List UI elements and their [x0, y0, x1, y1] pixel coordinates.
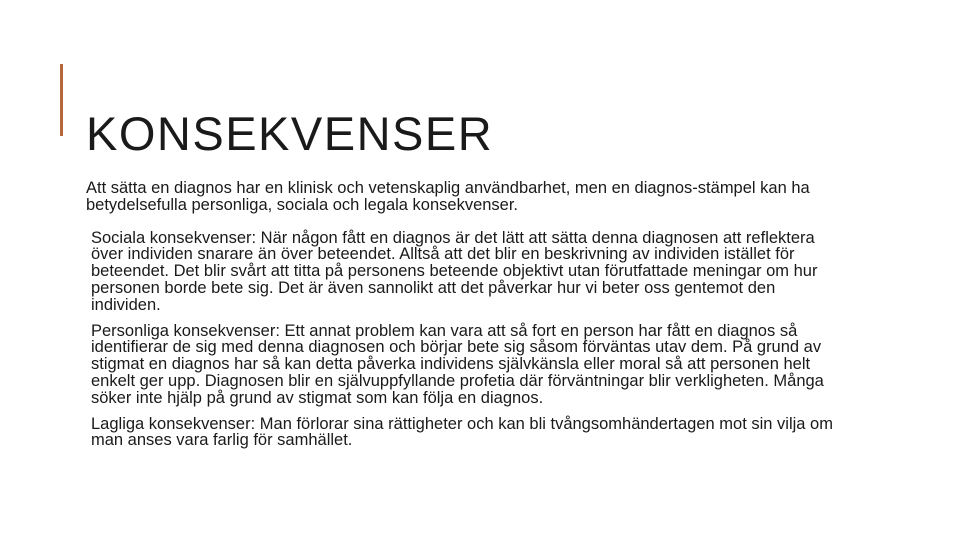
slide-title: KONSEKVENSER: [86, 107, 494, 161]
legal-consequences-paragraph: Lagliga konsekvenser: Man förlorar sina rättigheter och kan bli tvångsomhändertagen mot sin vilja om man anses vara farlig för samhället.: [91, 414, 833, 450]
personal-consequences-paragraph: Personliga konsekvenser: Ett annat problem kan vara att så fort en person har fått en diagnos så identifierar de sig med denna diagnosen och börjar bete sig såsom förväntas utav dem. På grund av stigmat en diagnos har så kan detta påverka individens självkänsla eller moral så att personen helt enkelt ger upp. Diagnosen blir en självuppfyllande profetia där förväntningar blir verkligheten. Många söker inte hjälp på grund av stigmat som kan följa en diagnos.: [91, 321, 824, 407]
slide-body: [86, 180, 846, 458]
title-accent-bar: [60, 64, 63, 136]
social-consequences-paragraph: Sociala konsekvenser: När någon fått en diagnos är det lätt att sätta denna diagnosen att reflektera över individen snarare än över beteendet. Alltså att det blir en beskrivning av individen istället för beteendet. Det blir svårt att titta på personens beteende objektivt utan förutfattade meningar om hur personen borde bete sig. Det är även sannolikt att det påverkar hur vi beter oss gentemot den individen.: [91, 228, 818, 314]
intro-paragraph: Att sätta en diagnos har en klinisk och vetenskaplig användbarhet, men en diagnos-stämpel kan ha betydelsefulla personliga, sociala och legala konsekvenser.: [86, 179, 810, 214]
